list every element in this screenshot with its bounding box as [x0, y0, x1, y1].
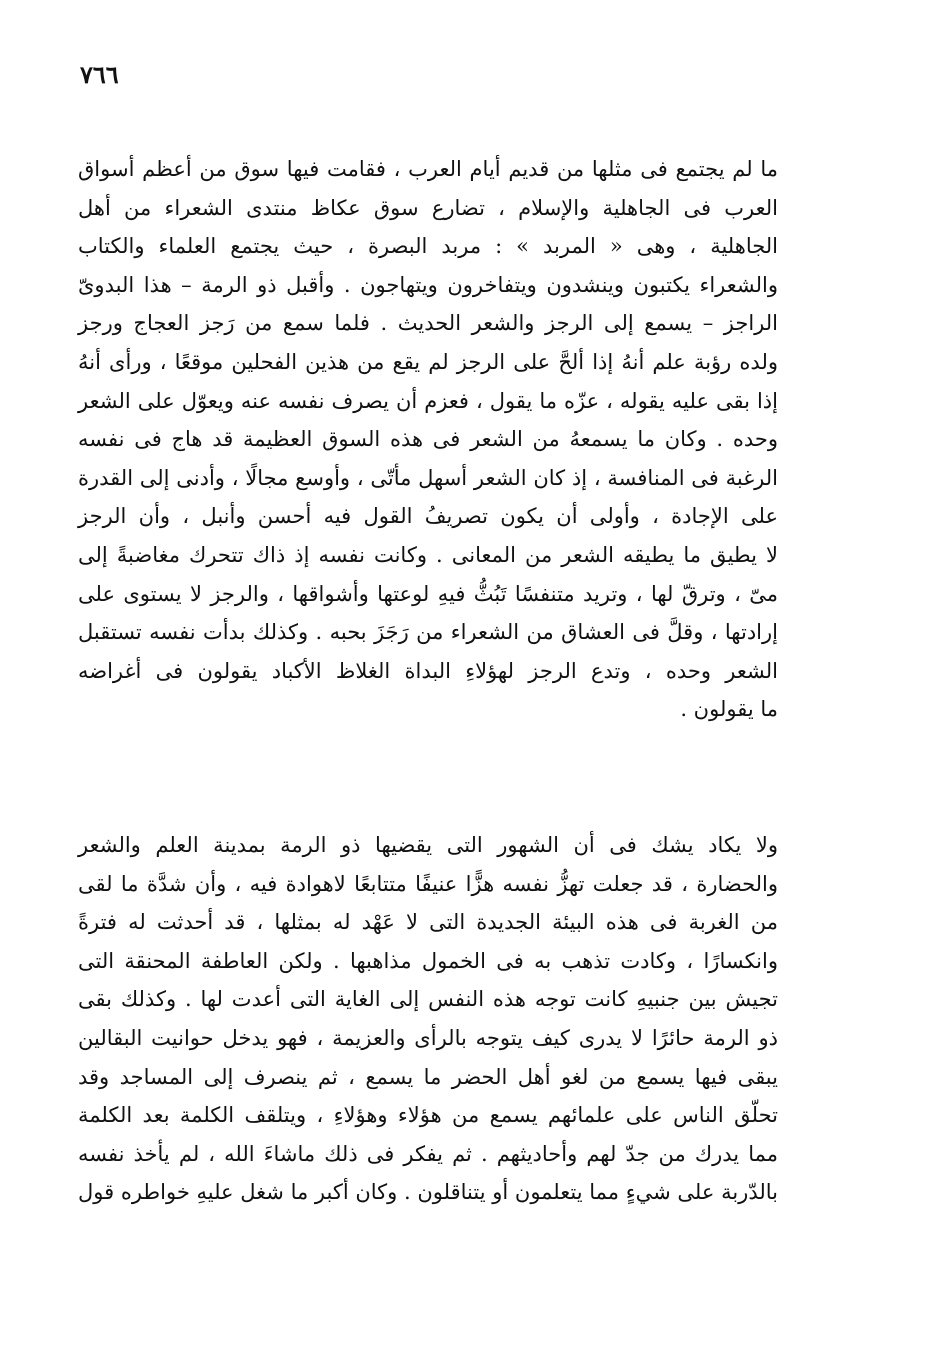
text-line: ما لم يجتمع فى مثلها من قديم أيام العرب ، فقامت فيها سوق من أعظم أسواق	[78, 157, 778, 181]
text-line: العرب فى الجاهلية والإسلام ، تضارع سوق عكاظ منتدى الشعراء من أهل	[78, 195, 778, 220]
text-line: ولده رؤبة علم أنهُ إذا ألحَّ على الرجز لم يقع من هذين الفحلين موقعًا ، ورأى أنهُ	[78, 349, 778, 374]
text-line: الجاهلية ، وهى « المربد » : مربد البصرة ، حيث يجتمع العلماء والكتاب	[78, 234, 778, 259]
text-line: يبقى فيها يسمع من لغو أهل الحضر ما يسمع ، ثم ينصرف إلى المساجد وقد	[78, 1064, 778, 1089]
text-line: والشعراء يكتبون وينشدون ويتفاخرون ويتهاجون . وأقبل ذو الرمة – هذا البدوىّ	[78, 272, 778, 297]
text-line: تجيش بين جنبيهِ كانت توجه هذه النفس إلى الغاية التى أعدت لها . وكذلك بقى	[78, 987, 778, 1012]
text-line: وانكسارًا ، وكادت تذهب به فى الخمول مذاهبها . ولكن العاطفة المحنقة التى	[78, 948, 778, 973]
text-line: وحده . وكان ما يسمعهُ من الشعر فى هذه السوق العظيمة قد هاج فى نفسه	[78, 427, 778, 452]
text-line: مما يدرك من جدّ لهم وأحاديثهم . ثم يفكر فى ذلك ماشاءَ الله ، لم يأخذ نفسه	[78, 1141, 778, 1166]
text-line: ما يقولون .	[680, 697, 778, 722]
text-line: الشعر وحده ، وتدع الرجز لهؤلاءِ البداة الغلاظ الأكباد يقولون فى أغراضه	[78, 658, 778, 683]
text-line: بالدّربة على شيءٍ مما يتعلمون أو يتناقلون . وكان أكبر ما شغل عليهِ خواطره قول	[78, 1180, 778, 1205]
text-line: والحضارة ، قد جعلت تهزُّ نفسه هزًّا عنيفًا متتابعًا لاهوادة فيه ، وأن شدَّة ما لقى	[78, 871, 778, 896]
page-number: ٧٦٦	[80, 60, 119, 89]
text-line: ولا يكاد يشك فى أن الشهور التى يقضيها ذو الرمة بمدينة العلم والشعر	[78, 833, 778, 857]
text-line: ذو الرمة حائرًا لا يدرى كيف يتوجه بالرأى والعزيمة ، فهو يدخل حوانيت البقالين	[78, 1025, 778, 1050]
paragraph-1	[78, 150, 778, 729]
paragraph-2	[78, 826, 778, 1212]
text-line: إذا بقى عليه يقوله ، عزّه ما يقول ، فعزم أن يصرف نفسه عنه ويعوّل على الشعر	[78, 388, 778, 413]
text-line: مىّ ، وترقّ لها ، وتريد متنفسًا تَبُثُّ فيهِ لوعتها وأشواقها ، والرجز لا يستوى على	[78, 581, 778, 606]
text-line: لا يطيق ما يطيقه الشعر من المعانى . وكانت نفسه إذ ذاك تتحرك مغاضبةً إلى	[78, 542, 778, 567]
text-line: تحلّق الناس على علمائهم يسمع من هؤلاء وهؤلاءِ ، ويتلقف الكلمة بعد الكلمة	[78, 1103, 778, 1128]
text-line: من الغربة فى هذه البيئة الجديدة التى لا عَهْد له بمثلها ، قد أحدثت له فترةً	[78, 910, 778, 935]
text-line: الراجز – يسمع إلى الرجز والشعر الحديث . فلما سمع من رَجز العجاج ورجز	[78, 311, 778, 336]
text-line: الرغبة فى المنافسة ، إذ كان الشعر أسهل مأتّى ، وأوسع مجالًا ، وأدنى إلى القدرة	[78, 465, 778, 490]
text-line: على الإجادة ، وأولى أن يكون تصريفُ القول فيه أحسن وأنبل ، وأن الرجز	[78, 504, 778, 529]
text-line: إرادتها ، وقلَّ فى العشاق من الشعراء من رَجَزَ بحبه . وكذلك بدأت نفسه تستقبل	[78, 620, 778, 645]
